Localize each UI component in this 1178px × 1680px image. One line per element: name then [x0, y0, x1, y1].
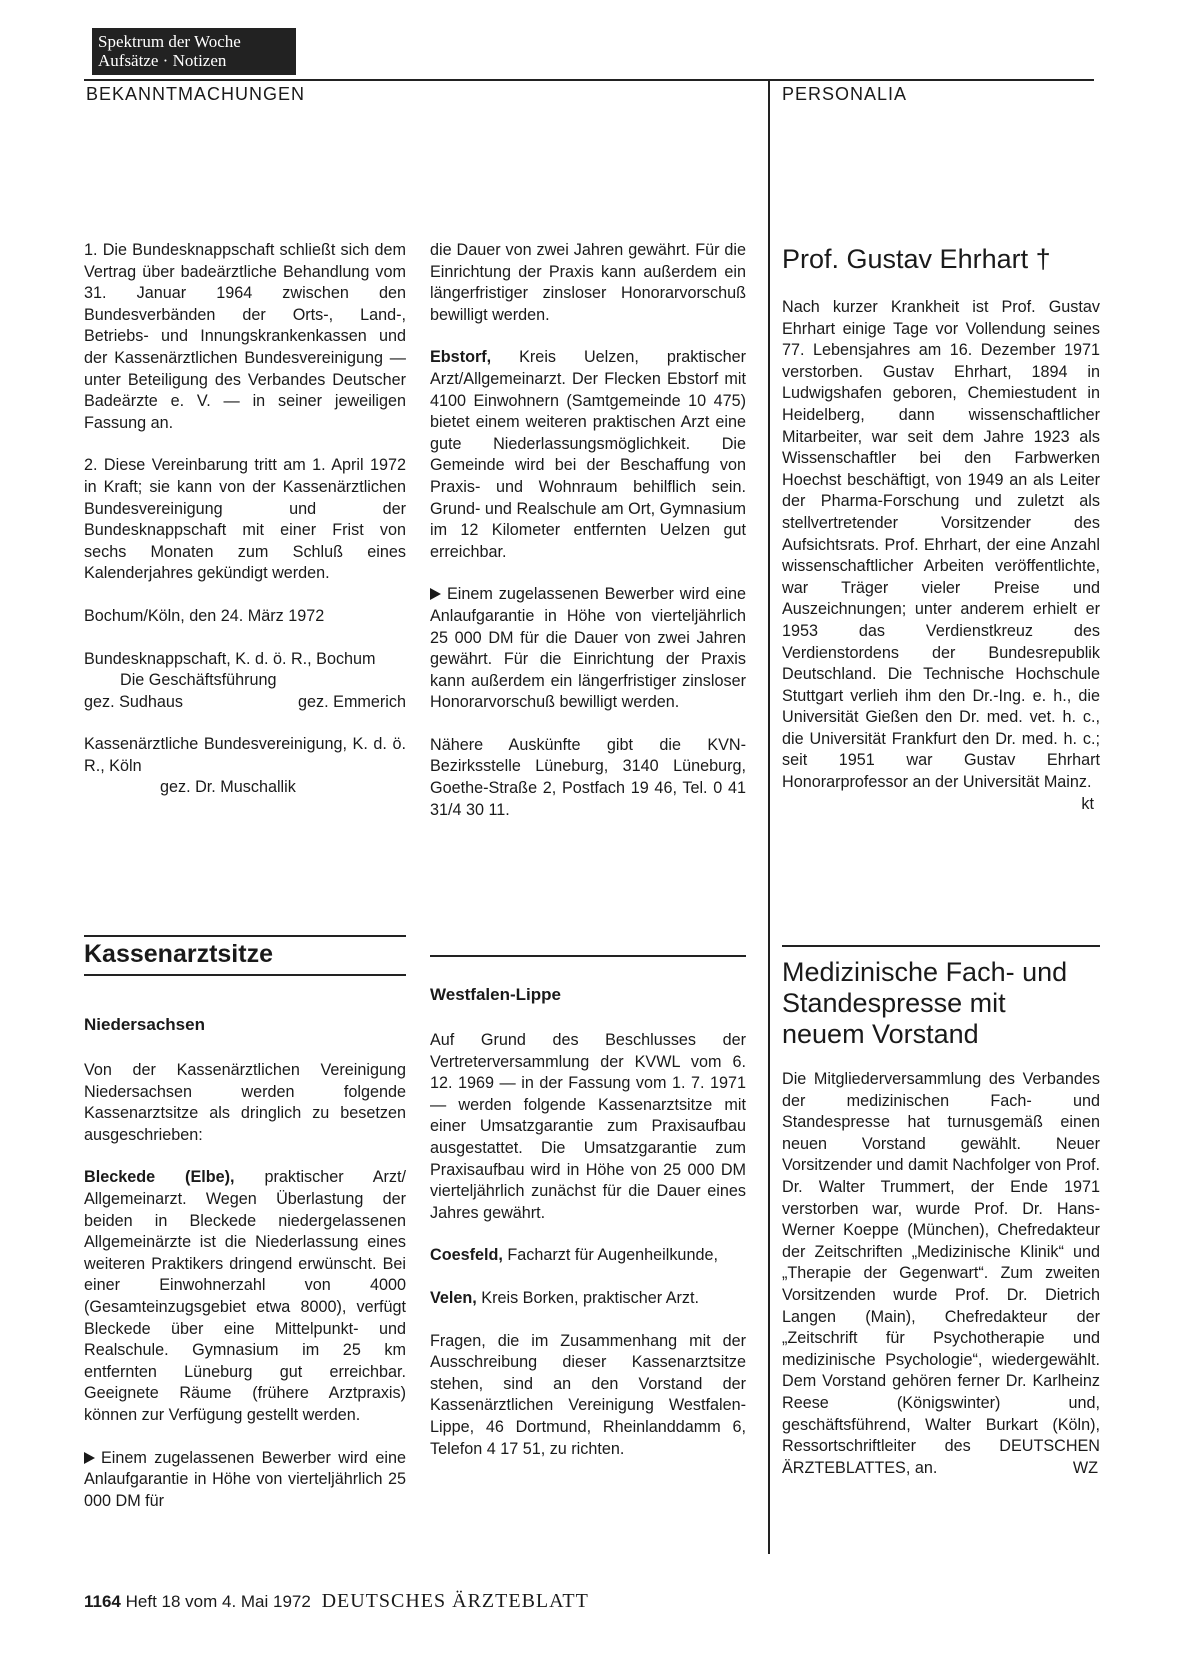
obituary-text-block	[782, 297, 1100, 815]
signatory-1: Bundesknappschaft, K. d. ö. R., Bochum	[84, 649, 376, 668]
triangle-bullet-icon	[84, 1452, 95, 1464]
obituary-title: Prof. Gustav Ehrhart †	[782, 244, 1051, 274]
subheading-westfalen-lippe: Westfalen-Lippe	[430, 985, 561, 1004]
section-rule-bottom	[84, 974, 406, 976]
paragraph-guarantee-2	[430, 584, 746, 714]
press-text: Die Mitgliederversammlung des Verbandes der medizinischen Fach- und Standespresse hat turnusgemäß einen neuen Vorstand gewählt. Neuer Vorsitzender und damit Nachfolger von Prof. Dr. Walter Trummert, der Ende 1971 verstorben war, wurde Prof. Dr. Hans-Werner Koeppe (München), Chefredakteur der Zeitschriften „Medizinische Klinik“ und „Therapie der Gegenwart“. Zum zweiten Vorsitzenden wurde Prof. Dr. Dietrich Langen (Main), Chefredakteur der „Zeitschrift für Psychotherapie und medizinische Psychologie“, wiedergewählt. Dem Vorstand gehören ferner Dr. Karlheinz Reese (Königswinter) und, geschäftsführend, Walter Burkart (Köln), Ressortschriftleiter des DEUTSCHEN ÄRZTEBLATTES, an.	[782, 1070, 1100, 1477]
paragraph-guarantee-1	[84, 1448, 406, 1513]
signature-muschallik: gez. Dr. Muschallik	[160, 778, 296, 797]
section-rule-middle	[430, 955, 746, 957]
obituary-signature: kt	[1081, 794, 1094, 813]
velen-text: Kreis Borken, praktischer Arzt.	[476, 1288, 700, 1307]
header-rule	[84, 79, 1094, 81]
paragraph-coesfeld	[430, 1245, 746, 1267]
section-rule-right	[782, 945, 1100, 947]
date-line: Bochum/Köln, den 24. März 1972	[84, 606, 325, 625]
paragraph-kvwl: Auf Grund des Beschlusses der Vertreterversammlung der KVWL vom 6. 12. 1969 — in der Fassung vom 1. 7. 1971 — werden folgende Kassenarztsitze mit einer Umsatzgarantie zum Praxisaufbau ausgestattet. Die Umsatzgarantie zum Praxisaufbau wird in Höhe von 25 000 DM vierteljährlich zunächst für die Dauer eines Jahres gewährt.	[430, 1031, 746, 1222]
signatory-2: Kassenärztliche Bundesvereinigung, K. d. ö. R., Köln	[84, 735, 406, 775]
signatures-row	[84, 692, 406, 714]
section-title-kassenarztsitze: Kassenarztsitze	[84, 940, 273, 968]
paragraph-questions: Fragen, die im Zusammenhang mit der Ausschreibung dieser Kassenarztsitze stehen, sind an den Vorstand der Kassenärztlichen Vereinigung Westfalen-Lippe, 46 Dortmund, Rheinlanddamm 6, Telefon 4 17 51, zu richten.	[430, 1331, 746, 1458]
badge-line-2: Aufsätze · Notizen	[98, 51, 227, 70]
paragraph-3: Von der Kassenärztlichen Vereinigung Niedersachsen werden folgende Kassenarztsitze als dringlich zu besetzen ausgeschrieben:	[84, 1061, 406, 1144]
press-paragraph	[782, 1069, 1100, 1479]
obituary-text: Nach kurzer Krankheit ist Prof. Gustav Ehrhart einige Tage vor Vollendung seines 77. Lebensjahres am 16. Dezember 1971 verstorben. Gustav Ehrhart, 1894 in Ludwigshafen geboren, Chemiestudent in Heidelberg, dann wissenschaftlicher Mitarbeiter, war seit dem Jahre 1923 als Wissenschaftler bei den Farbwerken Hoechst beschäftigt, von 1949 an als Leiter der Pharma-Forschung und zuletzt als stellvertretender Vorsitzender des Aufsichtsrats. Prof. Ehrhart, der eine Anzahl wissenschaftlicher Arbeiten veröffentlichte, war Träger vieler Preise und Auszeichnungen; unter anderem erhielt er 1953 das Verdienstkreuz des Verdienstordens der Bundesrepublik Deutschland. Die Technische Hochschule Stuttgart verlieh ihm den Dr.-Ing. e. h., die Universität Gießen den Dr. med. vet. h. c., die Universität Frankfurt den Dr. med. h. c.; seit 1951 war Gustav Ehrhart Honorarprofessor an der Universität Mainz.	[782, 298, 1100, 792]
place-coesfeld: Coesfeld,	[430, 1246, 503, 1265]
badge-line-1: Spektrum der Woche	[98, 32, 241, 51]
press-article-title: Medizinische Fach- und Standespresse mit neuem Vorstand	[782, 957, 1068, 1049]
paragraph-1: 1. Die Bundesknappschaft schließt sich dem Vertrag über badeärztliche Behandlung vom 31. Januar 1964 zwischen den Bundesverbänden der Orts-, Land-, Betriebs- und Innungskrankenkassen und der Kassenärztlichen Bundesvereinigung — unter Beteiligung des Verbandes Deutscher Badeärzte e. V. — in seiner jeweiligen Fassung an.	[84, 241, 406, 432]
place-bleckede: Bleckede (Elbe),	[84, 1168, 235, 1187]
subheading-niedersachsen: Niedersachsen	[84, 1015, 205, 1034]
place-velen: Velen,	[430, 1288, 477, 1307]
signatory-1-role: Die Geschäftsführung	[120, 671, 277, 690]
page-number: 1164	[84, 1592, 121, 1611]
section-rule-top	[84, 935, 406, 937]
press-signature: WZ	[1072, 1458, 1098, 1477]
bleckede-text: praktischer Arzt/ Allgemeinarzt. Wegen Überlastung der beiden in Bleckede niedergelassenen Allgemeinärzte ist die Niederlassung eines weiteren Praktikers dringend erwünscht. Bei einer Einwohnerzahl von 4000 (Gesamteinzugsgebiet etwa 8000), verfügt Bleckede über eine Mittelpunkt- und Realschule. Gymnasium im 25 km entfernten Lüneburg gut erreichbar. Geeignete Räume (frühere Arztpraxis) können zur Verfügung gestellt werden.	[84, 1168, 406, 1424]
magazine-name: DEUTSCHES ÄRZTEBLATT	[321, 1590, 589, 1612]
signature-sudhaus: gez. Sudhaus	[84, 692, 183, 711]
column-divider	[768, 79, 770, 1554]
coesfeld-text: Facharzt für Augenheilkunde,	[502, 1246, 718, 1265]
page-footer	[84, 1590, 589, 1613]
paragraph-kvn-info: Nähere Auskünfte gibt die KVN-Bezirksstelle Lüneburg, 3140 Lüneburg, Goethe-Straße 2, Postfach 19 46, Tel. 0 41 31/4 30 11.	[430, 735, 746, 819]
paragraph-ebstorf	[430, 347, 746, 563]
column-middle	[430, 240, 746, 842]
header-bekanntmachungen: BEKANNTMACHUNGEN	[86, 84, 306, 104]
obituary-paragraph	[782, 297, 1100, 813]
guarantee-2-text: Einem zugelassenen Bewerber wird eine Anlaufgarantie in Höhe von vierteljährlich 25 000 DM für die Dauer von zwei Jahren gewährt. Für die Einrichtung der Praxis kann außerdem ein längerfristiger zinsloser Honorarvorschuß bewilligt werden.	[430, 585, 746, 712]
paragraph-c2-1: die Dauer von zwei Jahren gewährt. Für die Einrichtung der Praxis kann außerdem ein längerfristiger zinsloser Honorarvorschuß bewilligt werden.	[430, 241, 746, 324]
press-text-block	[782, 1069, 1100, 1500]
signature-emmerich: gez. Emmerich	[298, 692, 406, 711]
column-left-lower	[84, 1060, 406, 1533]
column-middle-lower	[430, 1030, 746, 1481]
header-personalia: PERSONALIA	[782, 84, 908, 104]
place-ebstorf: Ebstorf,	[430, 348, 492, 367]
column-left	[84, 240, 406, 799]
paragraph-bleckede	[84, 1167, 406, 1426]
guarantee-1-text: Einem zugelassenen Bewerber wird eine Anlaufgarantie in Höhe von vierteljährlich 25 000 DM für	[84, 1448, 406, 1510]
section-badge	[92, 28, 296, 75]
triangle-bullet-icon	[430, 588, 441, 600]
ebstorf-text: Kreis Uelzen, praktischer Arzt/Allgemeinarzt. Der Flecken Ebstorf mit 4100 Einwohnern (Samtgemeinde 10 475) bietet einem weiteren praktischen Arzt eine gute Niederlassungsmöglichkeit. Die Gemeinde wird bei der Beschaffung von Praxis- und Wohnraum behilflich sein. Grund- und Realschule am Ort, Gymnasium im 12 Kilometer entfernten Uelzen gut erreichbar.	[430, 348, 746, 561]
paragraph-velen	[430, 1288, 746, 1310]
issue-info: Heft 18 vom 4. Mai 1972	[125, 1592, 311, 1611]
paragraph-2: 2. Diese Vereinbarung tritt am 1. April 1972 in Kraft; sie kann von der Kassenärztlichen Bundesvereinigung und der Bundesknappschaft mit einer Frist von sechs Monaten zum Schluß eines Kalenderjahres gekündigt werden.	[84, 456, 406, 583]
